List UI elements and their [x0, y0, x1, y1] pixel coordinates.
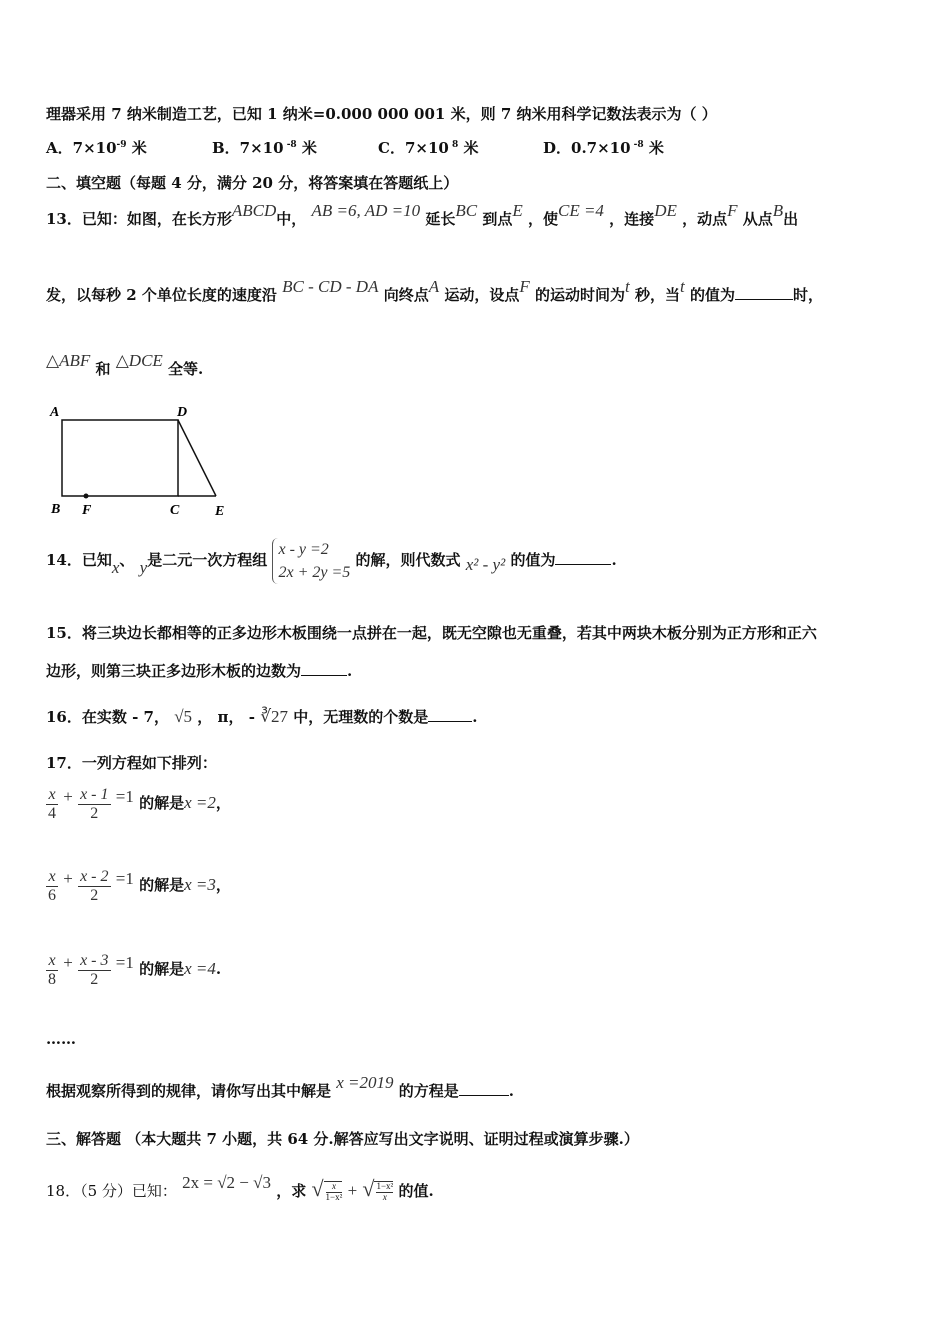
option-b: B．7×10 $^{-8}$ 米: [212, 139, 317, 157]
section-2-title: 二、填空题（每题 4 分，满分 20 分，将答案填在答题纸上）: [46, 174, 459, 192]
question-13-line-3: △ABF 和 △DCE 全等.: [46, 351, 204, 378]
rectangle-figure: [40, 398, 240, 523]
answer-blank: [555, 550, 611, 565]
question-18: 18．（5 分）已知： 2x = √2 − √3 ，求 √ $\frac{x}{\text{1−x²}}$ + √ $\frac{\text{1−x²}}{x}$ 的值.: [46, 1173, 434, 1202]
option-d: D．0.7×10 $^{-8}$ 米: [543, 139, 664, 157]
question-15-line-1: 15．将三块边长都相等的正多边形木板围绕一点拼在一起，既无空隙也无重叠，若其中两块木板分别为正方形和正六: [46, 624, 817, 642]
question-14: 14．已知x、 y是二元一次方程组 x - y =2 2x + 2y =5 的解，则代数式 x² - y² 的值为 .: [46, 538, 617, 584]
label-d: D: [177, 405, 188, 420]
question-13-line-1: 13．已知：如图，在长方形ABCD中， AB =6, AD =10 延长BC 到点E ，使CE =4 ，连接DE ，动点F 从点B出: [46, 201, 799, 228]
option-a: A．$7\times 10^{-9}$ 米: [46, 139, 147, 157]
question-13-line-2: 发，以每秒 2 个单位长度的速度沿 BC - CD - DA 向终点A 运动，设点F 的运动时间为t 秒，当t 的值为 时，: [46, 277, 823, 304]
question-12-text: 理器采用 7 纳米制造工艺，已知 1 纳米=0.000 000 001 米，则 7 纳米用科学记数法表示为（ ）: [46, 105, 717, 123]
rectangle-abcd: [62, 420, 178, 496]
label-e: E: [215, 504, 225, 519]
answer-blank: [459, 1081, 509, 1096]
label-a: A: [50, 405, 60, 420]
equation-row: $\frac{x}{4}$ + $\frac{x - 1}{2}$ =1 的解是x =2，: [48, 786, 231, 822]
question-17-title: 17．一列方程如下排列：: [46, 754, 217, 772]
label-c: C: [170, 503, 180, 518]
equation-row: $\frac{x}{8}$ + $\frac{x - 3}{2}$ =1 的解是x =4.: [48, 952, 222, 988]
label-b: B: [51, 502, 61, 517]
answer-blank: [735, 285, 793, 300]
section-3-title: 三、解答题 （本大题共 7 小题，共 64 分.解答应写出文字说明、证明过程或演算步骤.）: [46, 1130, 639, 1148]
answer-blank: [301, 661, 347, 676]
answer-blank: [428, 707, 472, 722]
equation-system: x - y =2 2x + 2y =5: [272, 538, 350, 584]
equation-row: $\frac{x}{6}$ + $\frac{x - 2}{2}$ =1 的解是x =3，: [48, 868, 231, 904]
question-15-line-2: 边形，则第三块正多边形木板的边数为 .: [46, 662, 353, 680]
ellipsis: ……: [46, 1030, 76, 1048]
option-c: C．7×10 $^8$ 米: [378, 139, 479, 157]
question-16: 16．在实数 - 7， √5 ， π， - ∛27 中，无理数的个数是 .: [46, 707, 478, 726]
point-f: [84, 494, 89, 499]
label-f: F: [82, 503, 92, 518]
question-17-rule: 根据观察所得到的规律，请你写出其中解是 x =2019 的方程是 .: [46, 1073, 515, 1100]
segment-de: [178, 420, 216, 496]
